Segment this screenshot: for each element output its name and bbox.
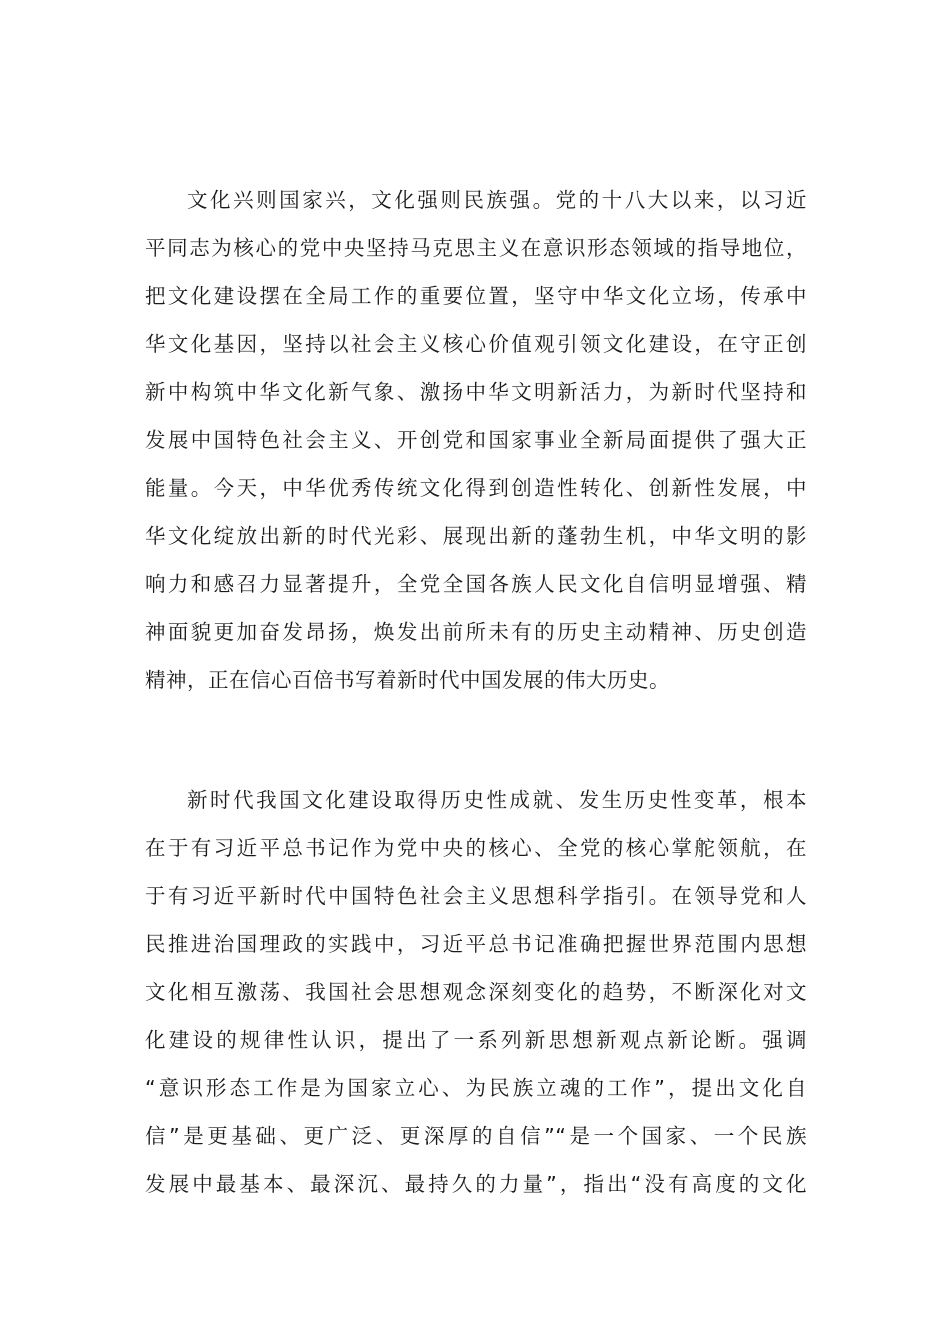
paragraph-1-line-5: 新中构筑中华文化新气象、激扬中华文明新活力，为新时代坚持和 — [145, 380, 807, 404]
paragraph-2-line-3: 于有习近平新时代中国特色社会主义思想科学指引。在领导党和人 — [145, 884, 807, 908]
paragraph-2-line-7: “意识形态工作是为国家立心、为民族立魂的工作”，提出文化自 — [145, 1076, 807, 1100]
paragraph-1-line-8: 华文化绽放出新的时代光彩、展现出新的蓬勃生机，中华文明的影 — [145, 524, 807, 548]
paragraph-2-line-2: 在于有习近平总书记作为党中央的核心、全党的核心掌舵领航，在 — [145, 836, 807, 860]
paragraph-1-line-11: 精神，正在信心百倍书写着新时代中国发展的伟大历史。 — [145, 668, 670, 692]
paragraph-1-line-7: 能量。今天，中华优秀传统文化得到创造性转化、创新性发展，中 — [145, 476, 807, 500]
paragraph-2-line-8: 信”是更基础、更广泛、更深厚的自信”“是一个国家、一个民族 — [145, 1124, 807, 1148]
paragraph-1-line-1: 文化兴则国家兴，文化强则民族强。党的十八大以来，以习近 — [187, 188, 807, 212]
paragraph-1-line-9: 响力和感召力显著提升，全党全国各族人民文化自信明显增强、精 — [145, 572, 807, 596]
paragraph-1-line-6: 发展中国特色社会主义、开创党和国家事业全新局面提供了强大正 — [145, 428, 807, 452]
paragraph-1-line-10: 神面貌更加奋发昂扬，焕发出前所未有的历史主动精神、历史创造 — [145, 620, 807, 644]
paragraph-1-line-2: 平同志为核心的党中央坚持马克思主义在意识形态领域的指导地位， — [145, 236, 807, 260]
paragraph-2-line-5: 文化相互激荡、我国社会思想观念深刻变化的趋势，不断深化对文 — [145, 980, 807, 1004]
paragraph-1-line-4: 华文化基因，坚持以社会主义核心价值观引领文化建设，在守正创 — [145, 332, 807, 356]
paragraph-1-line-3: 把文化建设摆在全局工作的重要位置，坚守中华文化立场，传承中 — [145, 284, 807, 308]
paragraph-2-line-6: 化建设的规律性认识，提出了一系列新思想新观点新论断。强调 — [145, 1028, 807, 1052]
paragraph-2-line-9: 发展中最基本、最深沉、最持久的力量”，指出“没有高度的文化 — [145, 1172, 807, 1196]
paragraph-2-line-4: 民推进治国理政的实践中，习近平总书记准确把握世界范围内思想 — [145, 932, 807, 956]
paragraph-2-line-1: 新时代我国文化建设取得历史性成就、发生历史性变革，根本 — [187, 788, 807, 812]
